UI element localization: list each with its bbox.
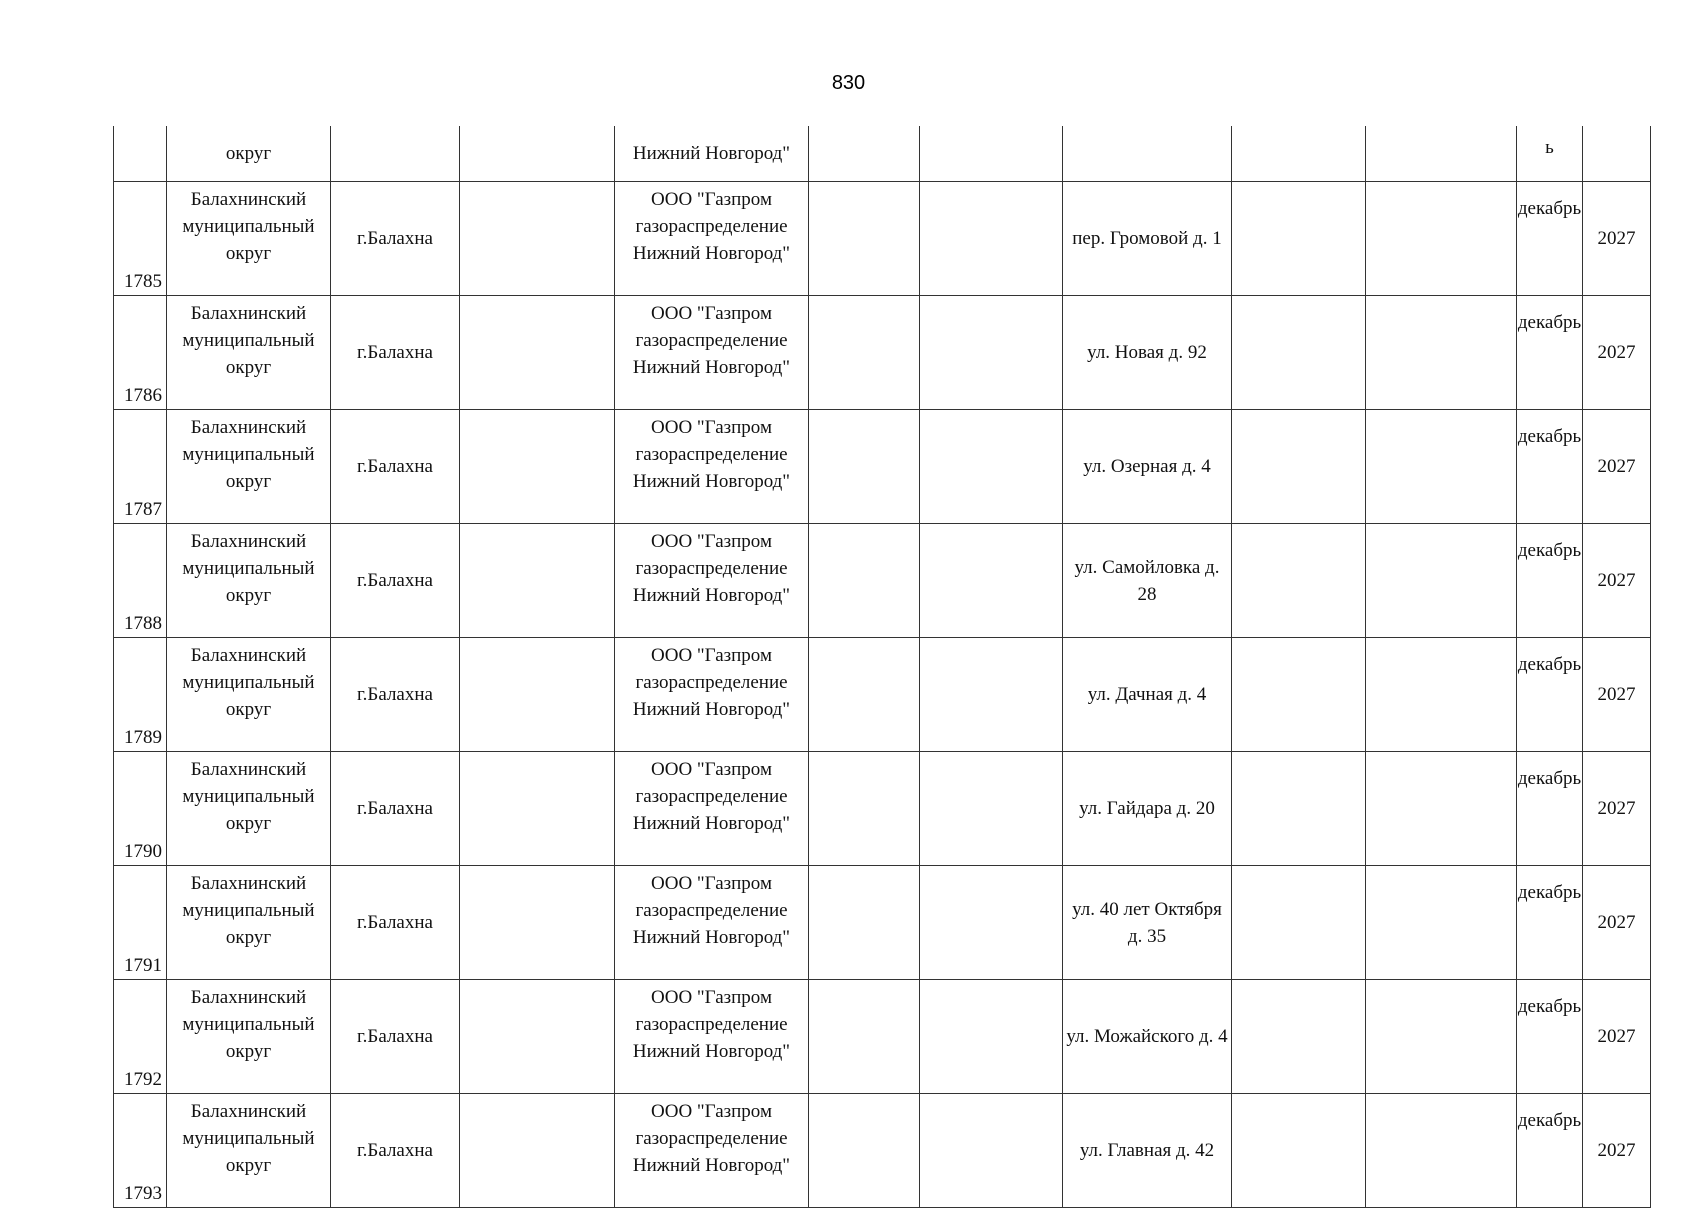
cell-empty [460,182,615,296]
cell-empty [920,182,1063,296]
cell-empty [1232,126,1366,182]
cell-empty [1366,524,1517,638]
cell-locality: г.Балахна [331,1094,460,1208]
cell-district: Балахнинский муниципальный округ [167,1094,331,1208]
cell-empty [809,638,920,752]
cell-year [1583,126,1651,182]
cell-empty [809,410,920,524]
data-table [113,126,1651,1208]
cell-empty [920,752,1063,866]
cell-empty [809,126,920,182]
cell-empty [809,980,920,1094]
cell-empty [809,866,920,980]
cell-month: декабрь [1517,638,1583,752]
table-row [114,410,1651,524]
cell-empty [1232,524,1366,638]
cell-month: декабрь [1517,296,1583,410]
cell-address: ул. Новая д. 92 [1063,296,1232,410]
cell-address: ул. 40 лет Октября д. 35 [1063,866,1232,980]
table-row [114,638,1651,752]
cell-locality: г.Балахна [331,866,460,980]
cell-organization: ООО "Газпром газораспределение Нижний Новгород" [615,638,809,752]
cell-empty [1232,866,1366,980]
cell-empty [460,524,615,638]
cell-organization: ООО "Газпром газораспределение Нижний Новгород" [615,296,809,410]
cell-district: Балахнинский муниципальный округ [167,410,331,524]
cell-district: Балахнинский муниципальный округ [167,866,331,980]
cell-empty [1232,980,1366,1094]
cell-empty [460,752,615,866]
cell-district: Балахнинский муниципальный округ [167,980,331,1094]
cell-empty [920,638,1063,752]
cell-locality: г.Балахна [331,410,460,524]
cell-locality [331,126,460,182]
cell-year: 2027 [1583,866,1651,980]
cell-month: декабрь [1517,524,1583,638]
cell-locality: г.Балахна [331,980,460,1094]
table-row [114,182,1651,296]
cell-num: 1788 [114,524,167,638]
cell-address: ул. Озерная д. 4 [1063,410,1232,524]
cell-empty [920,866,1063,980]
cell-year: 2027 [1583,752,1651,866]
cell-empty [1366,980,1517,1094]
cell-locality: г.Балахна [331,638,460,752]
cell-empty [1366,126,1517,182]
cell-empty [920,1094,1063,1208]
cell-address [1063,126,1232,182]
cell-month: ь [1517,126,1583,182]
cell-empty [460,410,615,524]
cell-organization: Нижний Новгород" [615,126,809,182]
cell-district: Балахнинский муниципальный округ [167,296,331,410]
cell-empty [1366,182,1517,296]
cell-empty [809,1094,920,1208]
cell-empty [1366,866,1517,980]
cell-empty [809,182,920,296]
cell-num: 1789 [114,638,167,752]
cell-address: ул. Самойловка д. 28 [1063,524,1232,638]
cell-empty [920,524,1063,638]
cell-locality: г.Балахна [331,296,460,410]
table-row [114,524,1651,638]
cell-month: декабрь [1517,410,1583,524]
cell-empty [920,410,1063,524]
cell-empty [460,638,615,752]
cell-month: декабрь [1517,866,1583,980]
cell-year: 2027 [1583,980,1651,1094]
cell-num: 1792 [114,980,167,1094]
table-body [114,126,1651,1208]
cell-address: ул. Гайдара д. 20 [1063,752,1232,866]
cell-locality: г.Балахна [331,524,460,638]
cell-num: 1791 [114,866,167,980]
cell-organization: ООО "Газпром газораспределение Нижний Новгород" [615,980,809,1094]
cell-empty [809,524,920,638]
cell-month: декабрь [1517,182,1583,296]
cell-num: 1790 [114,752,167,866]
cell-district: Балахнинский муниципальный округ [167,524,331,638]
cell-organization: ООО "Газпром газораспределение Нижний Новгород" [615,866,809,980]
cell-year: 2027 [1583,524,1651,638]
cell-empty [460,126,615,182]
cell-num: 1785 [114,182,167,296]
table-row-continuation [114,126,1651,182]
cell-num [114,126,167,182]
cell-empty [460,1094,615,1208]
page-number: 830 [831,72,866,94]
cell-empty [1366,1094,1517,1208]
cell-empty [460,866,615,980]
cell-address: ул. Главная д. 42 [1063,1094,1232,1208]
cell-empty [1232,638,1366,752]
cell-year: 2027 [1583,296,1651,410]
cell-year: 2027 [1583,1094,1651,1208]
cell-organization: ООО "Газпром газораспределение Нижний Новгород" [615,524,809,638]
cell-organization: ООО "Газпром газораспределение Нижний Новгород" [615,410,809,524]
cell-month: декабрь [1517,1094,1583,1208]
cell-locality: г.Балахна [331,182,460,296]
cell-empty [1232,752,1366,866]
cell-empty [1366,752,1517,866]
cell-address: ул. Дачная д. 4 [1063,638,1232,752]
cell-empty [1366,638,1517,752]
table-row [114,752,1651,866]
table-row [114,980,1651,1094]
cell-empty [1366,410,1517,524]
cell-empty [1366,296,1517,410]
cell-num: 1787 [114,410,167,524]
cell-empty [809,752,920,866]
cell-organization: ООО "Газпром газораспределение Нижний Новгород" [615,182,809,296]
cell-empty [460,296,615,410]
table-row [114,296,1651,410]
cell-num: 1786 [114,296,167,410]
cell-empty [460,980,615,1094]
cell-district: Балахнинский муниципальный округ [167,638,331,752]
cell-locality: г.Балахна [331,752,460,866]
cell-district: округ [167,126,331,182]
cell-organization: ООО "Газпром газораспределение Нижний Новгород" [615,752,809,866]
cell-month: декабрь [1517,752,1583,866]
table-row [114,1094,1651,1208]
cell-district: Балахнинский муниципальный округ [167,752,331,866]
cell-empty [1232,296,1366,410]
cell-address: пер. Громовой д. 1 [1063,182,1232,296]
cell-empty [920,296,1063,410]
cell-district: Балахнинский муниципальный округ [167,182,331,296]
table-row [114,866,1651,980]
cell-empty [920,126,1063,182]
cell-empty [1232,182,1366,296]
cell-address: ул. Можайского д. 4 [1063,980,1232,1094]
cell-year: 2027 [1583,182,1651,296]
cell-empty [920,980,1063,1094]
cell-empty [809,296,920,410]
cell-year: 2027 [1583,410,1651,524]
cell-organization: ООО "Газпром газораспределение Нижний Новгород" [615,1094,809,1208]
cell-num: 1793 [114,1094,167,1208]
cell-empty [1232,1094,1366,1208]
cell-empty [1232,410,1366,524]
cell-month: декабрь [1517,980,1583,1094]
cell-year: 2027 [1583,638,1651,752]
